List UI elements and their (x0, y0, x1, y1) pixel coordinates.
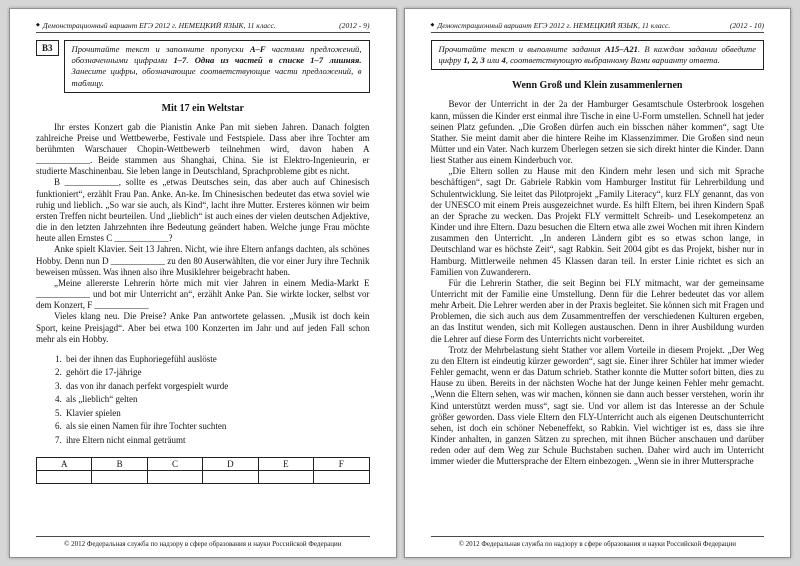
instruction-text-bold: 4 (501, 55, 506, 66)
options-list (36, 353, 370, 448)
instruction-text-bold: 1, 2, 3 (463, 55, 485, 66)
header-left (36, 21, 276, 30)
task-instruction (431, 40, 765, 70)
paragraph: B ____________, sollte es „etwas Deutsches sein, das aber auch auf Chinesisch funktioniert“, erzählt Frau Pan. Anke. An-ke. Im Chinesischen bedeutet das etwa soviel wie ruhig und lieblich. „So war sie auch, als Kind“, lacht ihre Mutter. Ersteres können wir beim ersten Treffen nicht beurteilen. Und „lieblich“ ist auch eines der vielen deutschen Adjektive, die in den letzten Jahrzehnten ihre Bedeutung geändert haben. Welche junge Frau möchte heute allen Ernstes C ____________? (36, 177, 370, 244)
answer-cell-empty (147, 471, 202, 484)
header-marker-icon: ◆ (36, 23, 40, 28)
answer-cell-empty (92, 471, 147, 484)
task-row (36, 40, 370, 93)
answer-table (36, 457, 370, 484)
instruction-text: . В каждом задании обведите цифру (438, 44, 757, 66)
instruction-text-bold: 1–7 (173, 55, 187, 66)
answer-table-empty-row (37, 471, 370, 484)
page-footer: © 2012 Федеральная служба по надзору в сфере образования и науки Российской Федерации (36, 536, 370, 548)
answer-header-cell: A (37, 458, 92, 471)
paragraph: Ihr erstes Konzert gab die Pianistin Anke Pan mit sieben Jahren. Danach folgten zahlreiche Preise und Wettbewerbe, Festivale und Festspiele. Dass aber ihre Tochter am berühmten Warschauer Chopin-Wettbewerb teilnehmen wird, davon haben A ____________. Beide stammen aus Shanghai, China. Sie ist Elektro-Ingenieurin, er studierte Maschinenbau. Sie leben lange in Deutschland, Sprachprobleme gibt es nicht. (36, 121, 370, 177)
paragraph: „Die Eltern sollen zu Hause mit den Kindern mehr lesen und sich mit Sprache beschäftigen“, sagt Dr. Gabriele Rabkin vom Hamburger Institut für Lehrerbildung und Schulentwicklung. Sie leitet das Pilotprojekt „Family Literacy“, kurz FLY genannt, das von der UNESCO mit einem Preis ausgezeichnet wurde. Es hilft Eltern, bei ihren Kindern Spaß an der Sprache zu wecken. Das Projekt FLY vermittelt Schreib- und Lesekompetenz an Kinder und ihre Eltern. Dazu besuchen die Eltern etwa alle zwei Wochen mit ihren Kindern zusammen den Unterricht. „In anderen Ländern gibt es so etwas schon lange, in Deutschland war es höchste Zeit“, sagt Rabkin. Seit 2004 gibt es das Projekt, bisher nur in Hamburg. Mittlerweile nehmen 45 Klassen daran teil. In erster Linie richtet es sich an Familien von Zuwanderern. (430, 166, 764, 277)
answer-cell-empty (258, 471, 313, 484)
page-left (9, 8, 397, 558)
option-item: 7. ihre Eltern nicht einmal geträumt (64, 434, 370, 448)
instruction-text: . (186, 55, 195, 66)
answer-cell-empty (314, 471, 369, 484)
instruction-text: Прочитайте текст и выполните задания (438, 44, 605, 54)
instruction-text: Занесите цифры, обозначающие соответствующие части предложений, в таблицу. (71, 66, 362, 88)
instruction-text: частями предложений, обозначенными цифрами (71, 44, 362, 66)
task-label-b3: В3 (36, 40, 59, 56)
paragraph: Für die Lehrerin Stather, die seit Beginn bei FLY mitmacht, war der gemeinsame Unterricht mit der Familie eine Umstellung. Denn für die Lehrer bedeutet das vor allem mehr Arbeit. Die Lehrer werden aber in der Praxis begleitet. Sie können sich mit Fragen und Problemen, die sich auch aus dem Zusammentreffen der verschiedenen Kulturen ergeben, an das Institut wenden, sich mit Kollegen austauschen. Denn in ihrer Ausbildung wurden die Lehrer auf diese Form des Unterrichts nicht vorbereitet. (430, 277, 764, 344)
option-item: 5. Klavier spielen (64, 407, 370, 421)
answer-header-cell: E (258, 458, 313, 471)
header-title: Демонстрационный вариант ЕГЭ 2012 г. НЕМЕЦКИЙ ЯЗЫК, 11 класс. (437, 21, 671, 30)
option-item: 6. als sie einen Namen für ihre Tochter suchten (64, 420, 370, 434)
instruction-text: Прочитайте текст и заполните пропуски (71, 44, 250, 54)
paragraph: „Meine allererste Lehrerin hörte mich mit vier Jahren in einem Media-Markt E ____________ und bot mir Unterricht an“, erzählt Anke Pan. Sie wirkte locker, selbst vor dem Konzert, F ____________ (36, 277, 370, 311)
option-item: 4. als „lieblich“ gelten (64, 393, 370, 407)
page-header (36, 21, 370, 33)
header-marker-icon: ◆ (430, 23, 435, 28)
header-page-number: (2012 - 9) (339, 21, 370, 30)
header-page-number: (2012 - 10) (729, 21, 764, 30)
answer-cell-empty (203, 471, 258, 484)
header-title: Демонстрационный вариант ЕГЭ 2012 г. НЕМЕЦКИЙ ЯЗЫК, 11 класс. (42, 21, 276, 30)
answer-cell-empty (37, 471, 92, 484)
instruction-text: , соответствующую выбранному Вами варианту ответа. (505, 55, 720, 66)
page-right (404, 8, 792, 558)
paragraph: Trotz der Mehrbelastung sieht Stather vor allem Vorteile in diesem Projekt. „Der Weg zu den Eltern ist eindeutig kürzer geworden“, sagt sie. Einer ihrer Schüler hat immer wieder Fehler gemacht, wenn er das Datum schrieb. Stather konnte die Mutter sofort bitten, dies zu Hause zu üben. Bereits in der nächsten Woche hat der Junge keinen Fehler mehr gemacht. „Wenn die Eltern sehen, was wir machen, können sie dann auch besser verstehen, worin ihr Kind unterstützt werden muss“, sagt sie. Und vor allem ist das Interesse an der Schule größer geworden. Dass viele Eltern den FLY-Unterricht auch als eigenen Deutschunterricht sehen, ist doch ein schöner Nebeneffekt, so Rabkin. Viel wichtiger ist es, dass sie ihre Kinder anhalten, in ganzen Sätzen zu sprechen, mit ihnen Bücher anschauen und darüber reden oder auf dem Weg zur Schule Buchstaben suchen. Daher wird auch im Unterricht immer wieder die Muttersprache der Eltern einbezogen. „Wenn sie in ihrer Muttersprache (430, 344, 764, 467)
option-item: 3. das von ihr danach perfekt vorgespielt wurde (64, 380, 370, 394)
text-title: Mit 17 ein Weltstar (161, 102, 244, 114)
text-title: Wenn Groß und Klein zusammenlernen (512, 80, 683, 92)
instruction-text-bold: Одна из частей в списке 1–7 лишняя. (194, 55, 362, 66)
instruction-text-bold: A–F (249, 44, 266, 54)
answer-table-header-row (37, 458, 370, 471)
instruction-text-bold: А15–А21 (604, 44, 638, 54)
paragraph: Vieles klang neu. Die Preise? Anke Pan antwortete gelassen. „Musik ist doch kein Sport, keine Preisjagd“. Aber bei etwa 100 Konzerten im Jahr und auf jeden Fall schon mehr als ein Hobby. (36, 311, 370, 344)
answer-header-cell: F (314, 458, 369, 471)
option-item: 2. gehört die 17-jährige (64, 366, 370, 380)
answer-header-cell: B (92, 458, 147, 471)
task-instruction (64, 40, 370, 93)
paragraph: Anke spielt Klavier. Seit 13 Jahren. Nicht, wie ihre Eltern anfangs dachten, als schönes Hobby. Denn nun D ____________ zu den 80 Auserwählten, die vor einer Jury ihre Technik beweisen müssen. Was ihnen also ihre Musiklehrer beigebracht haben. (36, 244, 370, 277)
paragraph: Bevor der Unterricht in der 2a der Hamburger Gesamtschule Osterbrook losgehen kann, müssen die Kinder erst einmal ihre Tische in eine U-Form umstellen. Schnell hat jeder seinen Platz gefunden. „Die Großen dürfen auch ein bisschen näher kommen“, sagt Ute Stather. Sie meint damit aber die hintere Reihe im Klassenzimmer. Die Großen sind neun Mütter und ein Vater. Nach kurzem Überlegen setzen sie sich direkt hinter die Kinder. Dann liest Stather aus einem Kinderbuch vor. (430, 99, 764, 166)
page-footer: © 2012 Федеральная служба по надзору в сфере образования и науки Российской Федерации (431, 536, 765, 548)
page-header (431, 21, 765, 33)
instruction-text: или (484, 55, 502, 66)
answer-header-cell: D (203, 458, 258, 471)
header-left (431, 21, 671, 30)
option-item: 1. bei der ihnen das Euphoriegefühl auslöste (64, 353, 370, 367)
answer-header-cell: C (147, 458, 202, 471)
